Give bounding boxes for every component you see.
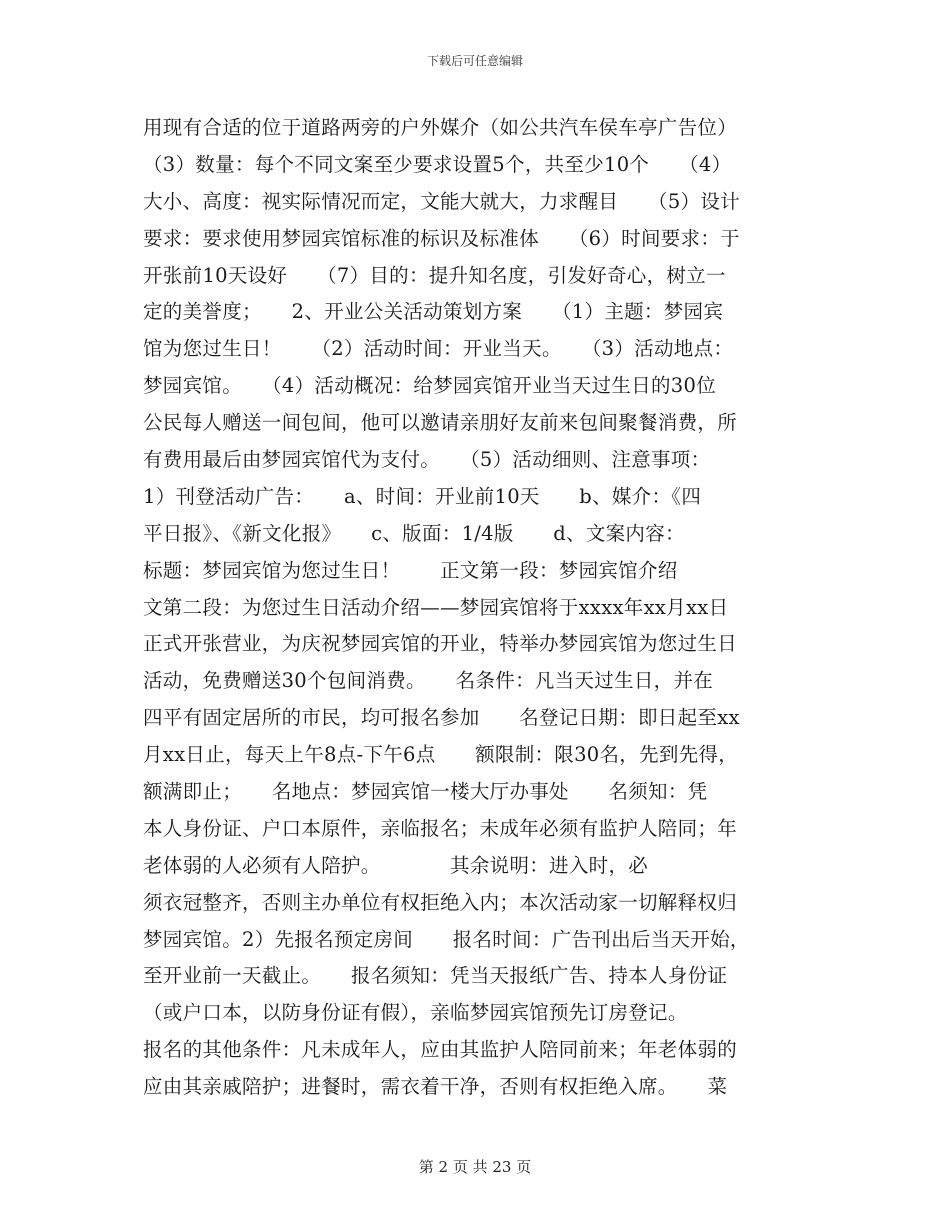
text-line: 定的美誉度； 2、开业公关活动策划方案 （1）主题：梦园宾 [143, 300, 724, 324]
text-line: 老体弱的人必须有人陪护。 其余说明：进入时，必 [143, 853, 649, 877]
text-line: 须衣冠整齐，否则主办单位有权拒绝入内；本次活动家一切解释权归 [143, 890, 738, 914]
text-line: 额满即止； 名地点：梦园宾馆一楼大厅办事处 名须知：凭 [143, 780, 708, 804]
text-line: 正式开张营业，为庆祝梦园宾馆的开业，特举办梦园宾馆为您过生日 [143, 632, 738, 656]
text-line: 报名的其他条件：凡未成年人，应由其监护人陪同前来；年老体弱的 [143, 1038, 738, 1062]
text-line: 公民每人赠送一间包间，他可以邀请亲朋好友前来包间聚餐消费，所 [143, 411, 738, 435]
text-line: 应由其亲戚陪护；进餐时，需衣着干净，否则有权拒绝入席。 菜 [143, 1075, 728, 1099]
page-header-note: 下载后可任意编辑 [426, 54, 523, 68]
text-line: 标题：梦园宾馆为您过生日！ 正文第一段：梦园宾馆介绍 [143, 558, 678, 582]
text-line: 要求：要求使用梦园宾馆标准的标识及标准体 （6）时间要求：于 [143, 226, 740, 250]
text-line: 用现有合适的位于道路两旁的户外媒介（如公共汽车侯车亭广告位） [143, 116, 738, 139]
text-line: 1）刊登活动广告： a、时间：开业前10天 b、媒介：《四 [143, 484, 702, 508]
text-line: （或户口本，以防身份证有假），亲临梦园宾馆预先订房登记。 [143, 1001, 688, 1025]
text-line: 大小、高度：视实际情况而定，文能大就大，力求醒目 （5）设计 [143, 189, 740, 213]
text-line: 四平有固定居所的市民，均可报名参加 名登记日期：即日起至xx [143, 706, 740, 730]
text-line: 梦园宾馆。 （4）活动概况：给梦园宾馆开业当天过生日的30位 [143, 374, 717, 398]
text-line: 文第二段：为您过生日活动介绍——梦园宾馆将于xxxx年xx月xx日 [143, 595, 729, 619]
text-line: （3）数量：每个不同文案至少要求设置5个，共至少10个 （4） [143, 152, 732, 176]
text-line: 有费用最后由梦园宾馆代为支付。 （5）活动细则、注意事项： [143, 448, 711, 472]
page-number-indicator: 第 2 页 共 23 页 [418, 1158, 532, 1176]
text-line: 月xx日止，每天上午8点-下午6点 额限制：限30名，先到先得， [143, 743, 739, 767]
text-line: 梦园宾馆。2）先报名预定房间 报名时间：广告刊出后当天开始， [143, 927, 750, 951]
text-line: 馆为您过生日！ （2）活动时间：开业当天。 （3）活动地点： [143, 337, 734, 361]
text-line: 本人身份证、户口本原件，亲临报名；未成年必须有监护人陪同；年 [143, 816, 738, 840]
text-line: 平日报》、《新文化报》 c、版面：1/4版 d、文案内容： [143, 521, 685, 545]
text-line: 至开业前一天截止。 报名须知：凭当天报纸广告、持本人身份证 [143, 964, 728, 988]
text-line: 开张前10天设好 （7）目的：提升知名度，引发好奇心，树立一 [143, 263, 726, 287]
document-body [143, 110, 815, 1106]
text-line: 活动，免费赠送30个包间消费。 名条件：凡当天过生日，并在 [143, 669, 714, 693]
